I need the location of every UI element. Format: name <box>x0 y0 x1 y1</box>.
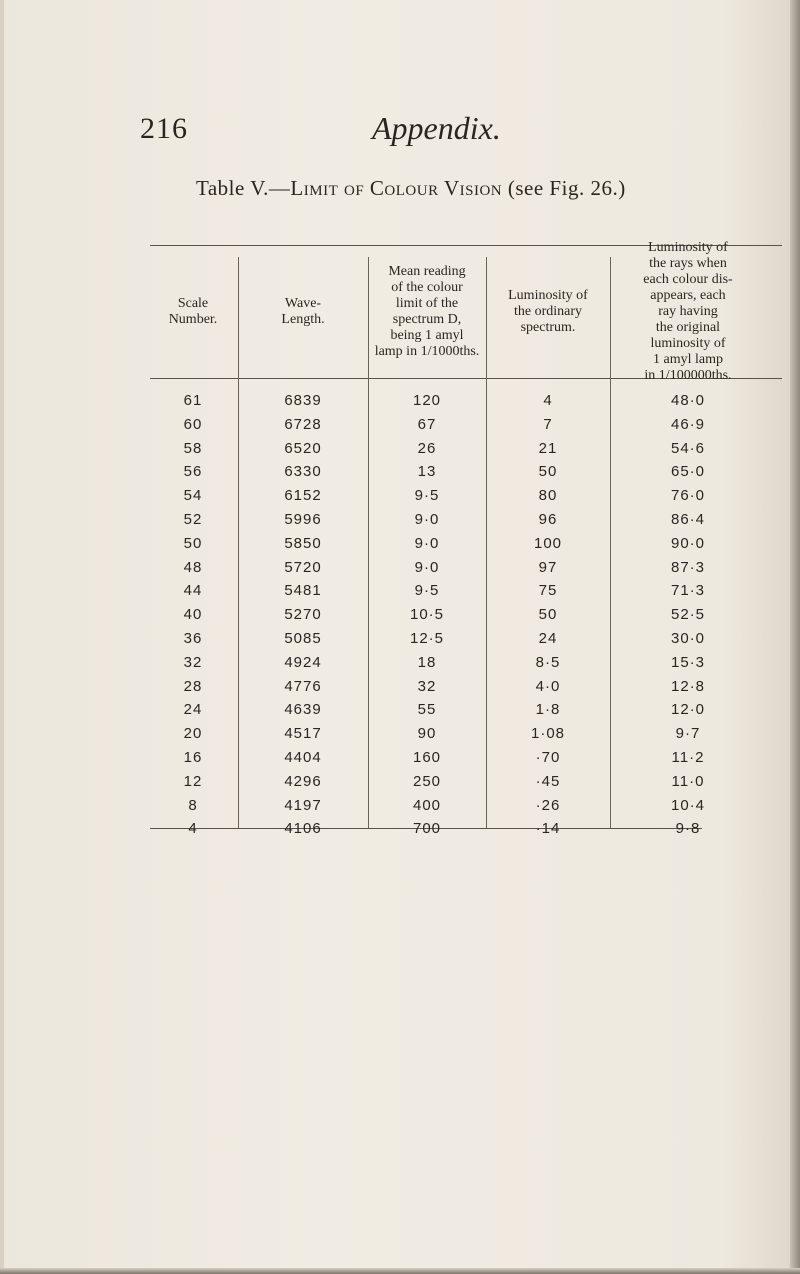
table-row <box>0 535 800 561</box>
table-cell: 44 <box>183 582 203 600</box>
table-cell: 87·3 <box>670 558 706 576</box>
table-cell: 8·5 <box>535 653 561 671</box>
table-row <box>0 773 800 799</box>
table-cell: 24 <box>538 630 558 647</box>
column-header-label: Wave- Length. <box>281 296 325 327</box>
table-title-main: Limit of Colour Vision <box>290 176 503 200</box>
column-header-label: Scale Number. <box>168 296 218 327</box>
table-cell: 100 <box>533 534 563 552</box>
table-row <box>0 701 800 727</box>
table-cell: 54 <box>183 487 203 505</box>
table-title-prefix: Table V.— <box>196 176 291 200</box>
table-cell: 12 <box>183 772 203 790</box>
table-cell: 9·5 <box>414 582 440 600</box>
table-cell: 400 <box>412 796 442 814</box>
table-cell: 11·0 <box>671 772 705 790</box>
table-cell: 6152 <box>284 487 322 505</box>
table-cell: 58 <box>183 439 203 457</box>
table-cell: 4776 <box>284 677 322 695</box>
table-cell: 4296 <box>284 772 322 790</box>
table-cell: 67 <box>417 415 437 433</box>
table-cell: 4924 <box>284 653 322 671</box>
table-cell: 4639 <box>284 701 322 719</box>
table-cell: 250 <box>412 772 442 790</box>
table-cell: 56 <box>183 463 203 481</box>
table-cell: 32 <box>183 653 203 671</box>
table-cell: 61 <box>183 392 203 409</box>
table-row <box>0 749 800 775</box>
table-cell: 4·0 <box>535 677 561 695</box>
table-cell: 55 <box>417 701 437 719</box>
table-cell: 30·0 <box>670 630 706 647</box>
table-cell: 6330 <box>284 463 322 481</box>
table-cell: 4404 <box>284 749 322 766</box>
column-header <box>238 248 368 376</box>
table-row <box>0 606 800 632</box>
table-cell: ·45 <box>535 772 561 790</box>
table-cell: 4197 <box>284 796 322 814</box>
table-cell: 9·0 <box>414 558 440 576</box>
table-cell: 5850 <box>284 534 322 552</box>
table-row <box>0 559 800 585</box>
table-cell: 12·0 <box>670 701 706 719</box>
table-cell: 40 <box>183 606 203 624</box>
table-cell: 8 <box>188 796 198 814</box>
table-cell: 5085 <box>284 630 322 647</box>
table-row <box>0 511 800 537</box>
table-row <box>0 630 800 656</box>
table-cell: 54·6 <box>670 439 706 457</box>
table-cell: 90 <box>417 725 437 743</box>
table-cell: 1·8 <box>535 701 561 719</box>
table-row <box>0 440 800 466</box>
table-cell: 90·0 <box>670 534 706 552</box>
table-cell: 76·0 <box>670 487 706 505</box>
table-cell: 28 <box>183 677 203 695</box>
table-cell: 6520 <box>284 439 322 457</box>
table-cell: 4106 <box>284 820 322 838</box>
table-row <box>0 392 800 418</box>
table-cell: 20 <box>183 725 203 743</box>
table-cell: 9·8 <box>675 820 701 838</box>
column-header <box>486 248 610 376</box>
table-cell: 9·0 <box>414 534 440 552</box>
table-cell: 46·9 <box>670 415 706 433</box>
table-cell: 97 <box>538 558 558 576</box>
table-cell: 96 <box>538 511 558 528</box>
table-cell: 11·2 <box>671 749 705 766</box>
table-cell: 4 <box>543 392 553 409</box>
table-row <box>0 654 800 680</box>
table-cell: 50 <box>538 463 558 481</box>
column-header-label: Luminosity of the ordinary spectrum. <box>508 288 588 335</box>
running-head: Appendix. <box>372 110 501 146</box>
column-header-label: Mean reading of the colour limit of the spectrum D, being 1 amyl lamp in 1/1000ths. <box>374 264 480 359</box>
table-cell: 52 <box>183 511 203 528</box>
table-cell: 71·3 <box>670 582 706 600</box>
column-header <box>610 240 766 383</box>
table-row <box>0 416 800 442</box>
table-cell: 50 <box>538 606 558 624</box>
table-cell: 700 <box>412 820 442 838</box>
table-cell: 10·5 <box>409 606 445 624</box>
table-cell: 12·5 <box>409 630 445 647</box>
table-cell: 5481 <box>284 582 322 600</box>
table-cell: 15·3 <box>670 653 706 671</box>
table-cell: ·70 <box>535 749 561 766</box>
table-cell: 75 <box>538 582 558 600</box>
table-cell: ·26 <box>535 796 561 814</box>
table-row <box>0 820 800 846</box>
table-cell: 12·8 <box>670 677 706 695</box>
table-cell: 86·4 <box>670 511 706 528</box>
table-cell: 26 <box>417 439 437 457</box>
table-row <box>0 797 800 823</box>
table-cell: 36 <box>183 630 203 647</box>
table-cell: 65·0 <box>670 463 706 481</box>
table-cell: 6839 <box>284 392 322 409</box>
table-cell: 5720 <box>284 558 322 576</box>
column-header-label: Luminosity of the rays when each colour dis- appears, each ray having the original luminosity of 1 amyl lamp in 1/100000ths. <box>643 240 733 383</box>
page-bottom-edge <box>0 1268 800 1274</box>
table-cell: 21 <box>538 439 558 457</box>
table-cell: 160 <box>412 749 442 766</box>
table-cell: 6728 <box>284 415 322 433</box>
table-title <box>196 176 626 201</box>
table-cell: 9·0 <box>414 511 440 528</box>
table-cell: 9·7 <box>675 725 701 743</box>
table-cell: 7 <box>543 415 553 433</box>
table-cell: 13 <box>417 463 437 481</box>
table-cell: 9·5 <box>414 487 440 505</box>
table-cell: 48 <box>183 558 203 576</box>
table-cell: 18 <box>417 653 437 671</box>
table-cell: 1·08 <box>530 725 566 743</box>
table-cell: 4 <box>188 820 198 838</box>
table-cell: 5996 <box>284 511 322 528</box>
table-row <box>0 582 800 608</box>
table-row <box>0 678 800 704</box>
table-cell: ·14 <box>535 820 561 838</box>
table-row <box>0 725 800 751</box>
table-row <box>0 463 800 489</box>
table-cell: 5270 <box>284 606 322 624</box>
table-cell: 4517 <box>284 725 322 743</box>
table-cell: 52·5 <box>670 606 706 624</box>
table-cell: 60 <box>183 415 203 433</box>
table-cell: 50 <box>183 534 203 552</box>
table-cell: 24 <box>183 701 203 719</box>
table-cell: 120 <box>412 392 442 409</box>
table-title-suffix: (see Fig. 26.) <box>502 176 626 200</box>
table-cell: 48·0 <box>670 392 706 409</box>
table-cell: 80 <box>538 487 558 505</box>
table-cell: 16 <box>183 749 203 766</box>
table-cell: 10·4 <box>670 796 706 814</box>
table-cell: 32 <box>417 677 437 695</box>
table-row <box>0 487 800 513</box>
column-header <box>368 248 486 376</box>
page-number: 216 <box>140 112 188 145</box>
column-header <box>148 248 238 376</box>
